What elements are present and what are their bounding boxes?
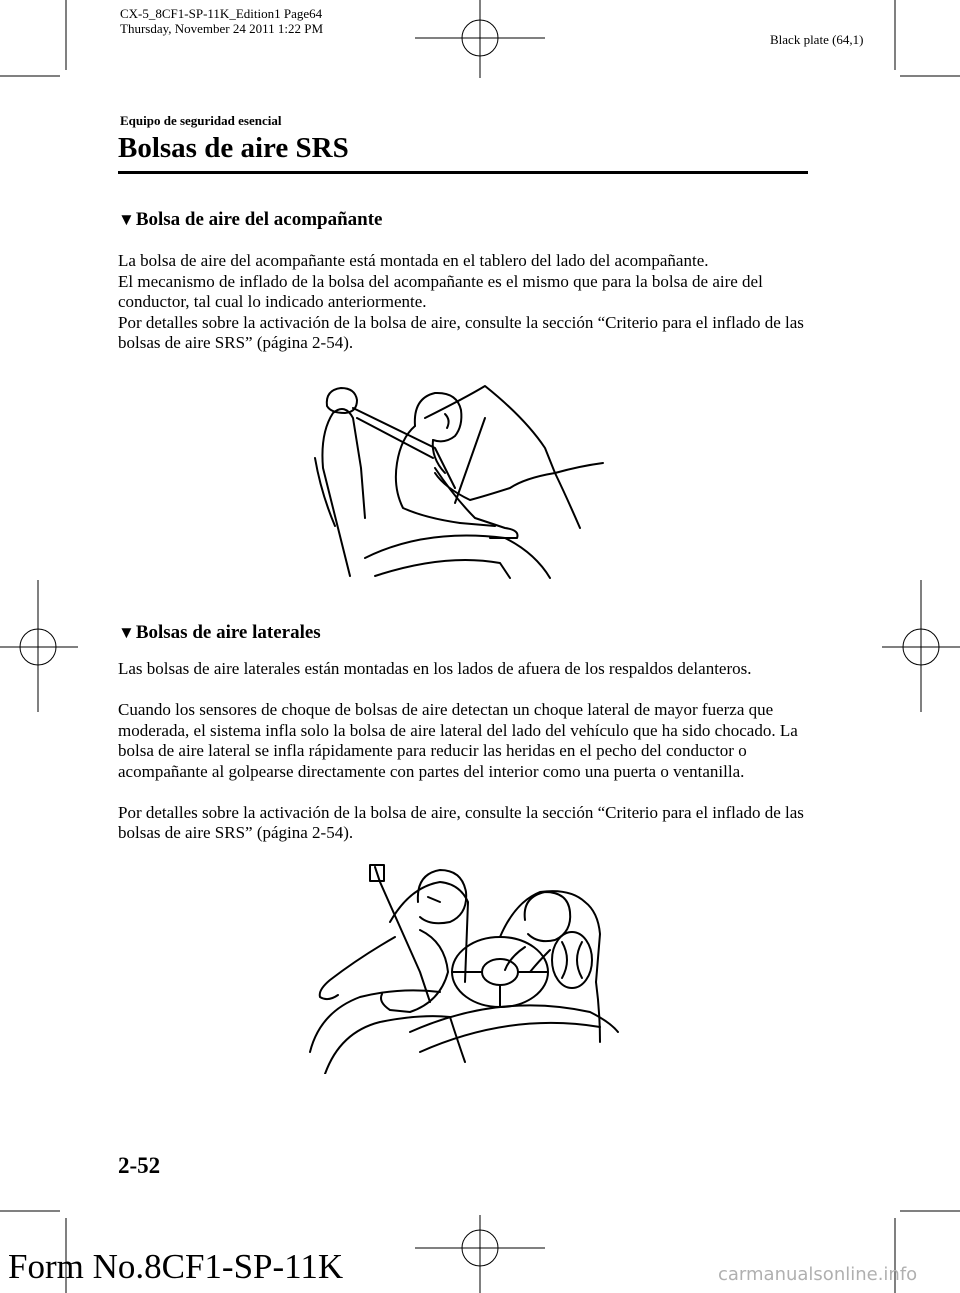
- section-heading-passenger: [118, 209, 382, 231]
- section-label: Equipo de seguridad esencial: [120, 113, 282, 128]
- side-airbag-illustration: [300, 862, 630, 1074]
- watermark: carmanualsonline.info: [718, 1264, 918, 1285]
- page-title: Bolsas de aire SRS: [118, 132, 349, 164]
- paragraph: Cuando los sensores de choque de bolsas de aire detectan un choque lateral de mayor fuerza que moderada, el sistema infla solo la bolsa de aire lateral del lado del vehículo que ha sido chocado. La bolsa de aire lateral se infla rápidamente para reducir las heridas en el pecho del conductor o acompañante al golpearse directamente con partes del interior como una puerta o ventanilla.: [118, 700, 798, 781]
- paragraph: Las bolsas de aire laterales están montadas en los lados de afuera de los respaldos delanteros.: [118, 659, 752, 678]
- triangle-marker-icon: ▼: [118, 623, 135, 642]
- print-info-line1: CX-5_8CF1-SP-11K_Edition1 Page64: [120, 6, 323, 21]
- section-heading-side: [118, 622, 321, 644]
- paragraph: Por detalles sobre la activación de la bolsa de aire, consulte la sección “Criterio para el inflado de las bolsas de aire SRS” (página 2-54).: [118, 312, 804, 352]
- paragraph: El mecanismo de inflado de la bolsa del acompañante es el mismo que para la bolsa de aire del conductor, tal cual lo indicado anteriormente.: [118, 271, 763, 311]
- print-info: [120, 6, 323, 36]
- paragraph: Por detalles sobre la activación de la bolsa de aire, consulte la sección “Criterio para el inflado de las bolsas de aire SRS” (página 2-54).: [118, 802, 804, 842]
- form-number: Form No.8CF1-SP-11K: [8, 1247, 344, 1286]
- section-heading-text: Bolsas de aire laterales: [135, 622, 321, 643]
- plate-info: Black plate (64,1): [770, 32, 864, 47]
- paragraph: La bolsa de aire del acompañante está montada en el tablero del lado del acompañante.: [118, 251, 709, 270]
- title-rule: [118, 171, 808, 174]
- page-number: 2-52: [118, 1153, 161, 1178]
- triangle-marker-icon: ▼: [118, 210, 135, 229]
- section-heading-text: Bolsa de aire del acompañante: [135, 209, 383, 230]
- passenger-airbag-illustration: [305, 378, 615, 583]
- print-info-line2: Thursday, November 24 2011 1:22 PM: [120, 21, 324, 36]
